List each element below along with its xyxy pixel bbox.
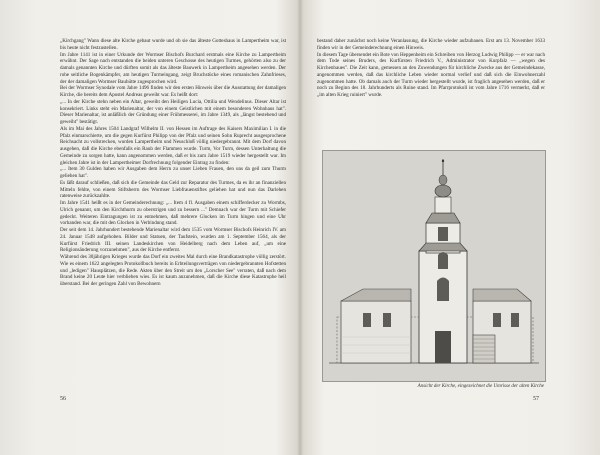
paragraph: Während des 30jährigen Krieges wurde das Dorf ein zweites Mal durch eine Brandkatastrophe völlig zerstört. Wie es einem 1622 angelegten Protokollbuch bereits in Erbteilungsverträgen von niedergebrannten Hofstetten und „ledigen" Hausplätzen, die Rede. Akten über den Streit um den „Lorscher See" verraten, daß nach dem Brand keine 20 Leute hier verblieben wies. Es ist kaum anzunehmen, daß die Kirche diese Katastrophe heil überstand. Bei der geringen Zahl von Bewohnern bbox=[60, 254, 286, 287]
paragraph: „Kirchgang" Wann diese alte Kirche gebaut wurde und ob sie das älteste Gotteshaus in Lampertheim war, ist bis heute nicht festzustellen. bbox=[60, 38, 286, 51]
paragraph: Der seit dem 14. Jahrhundert bestehende Marienaltar wird dem 1535 vom Wormser Bischofs Heinrich IV. am 24. Januar 1548 aufgehoben. Bilder und Statuen, der Taufstein, wurden am 1. September 1564, als der Kurfürst Friedrich III. seinen Landeskirchen von Heidelberg nach dem Leben auf, „um eine Religionsänderung vorzunehmen", aus der Kirche entfernt. bbox=[60, 227, 286, 254]
paragraph-quote: „... Item 30 Gulden haben wir Ausgaben dem Herrn zu unser Lieben Frauen, den uns da geil zum Thurm geliehen hat". bbox=[60, 166, 286, 179]
page-number-right: 57 bbox=[533, 396, 539, 402]
figure-caption: Ansicht der Kirche, eingezeichnet die Umrisse der alten Kirche bbox=[417, 384, 544, 389]
church-elevation-drawing bbox=[322, 150, 546, 382]
paragraph: Im Jahre 1141 ist in einer Urkunde der Wormser Bischofs Burchard erstmals eine Kirche zu Lampertheim erwähnt. Der Sage nach entstanden die beiden unteren Geschosse des heutigen Turmes, gehörten also zu der damals genannten Kirche und dürften somit als das älteste Bauwerk in Lampertheim angesehen werden. Der rohe seitliche Bogenkämpfer, am heutigen Turmeingang, zeigt Bruchstücke eines romanischen Zahnfrieses, der der damaligen Wormser Bauhütte zugesprochen wird. bbox=[60, 51, 286, 85]
paragraph: Es läßt darauf schließen, daß sich die Gemeinde das Geld zur Reparatur des Turmes, da es ihr an finanziellen Mitteln fehlte, von einem Stiftsherrn des Wormser Liebfrauenstiftes geliehen hat und nun das Darlehen ratenweise zurückzahlte. bbox=[60, 179, 286, 200]
paragraph: „... In der Kirche stehn neben ein Altar, geweiht den Heiligen Lucia, Ottilia und Wendelinus. Dieser Altar ist konsekriert. Links steht ein Marienaltar, der von einem Geistlichen mit einem besonderen Wohnhaus hat". Dieser Marienaltar, ist anläßlich der Gründung einer Frühmesserei, im Jahre 1349, als „längst bestehend und geweiht" bestätigt. bbox=[60, 98, 286, 125]
paragraph: Als im Mai des Jahres 1504 Landgraf Wilhelm II. von Hessen im Auftrage des Kaisers Maximilian I. in die Pfalz einmarschierte, um die gegen Kurfürst Philipp von der Pfalz und seinen Sohn Ruprecht ausgesprochene Reichsacht zu vollstrecken, wurden Lampertheim und Neuschloß völlig niedergebrannt. Mit dem Dorf davon ausgehen, daß die Kirche ebenfalls ein Raub der Flammen wurde. Turm, Vor Turm, dessen Unterhaltung die Gemeinde zu sorgen hatte, kann angenommen werden, daß er bis zum Jahre 1519 wieder hergestellt war. Im gleichen Jahre ist in der Lampertheimer Dorfrechnung folgender Eintrag zu finden: bbox=[60, 125, 286, 166]
paragraph: In diesem Tage übersendet ein Bote von Heppenheim ein Schreiben von Herzog Ludwig Philipp — er war nach dem Tode seines Bruders, des Kurfürsten Friedrich V., Administrator von Kurpfalz — „wegen des Kirchenbaues". Die Zeit kann, gemessen an den Zuwendungen für kirchliche Zwecke aus der Gemeindekasse, angenommen werden, daß das kirchliche Leben wieder normal verlief und daß sich die Einwohnerzahl zugenommen hatte. Ob damals auch der Turm wieder hergestellt wurde, ist fraglich angesehen werden, daß er noch zu Beginn des 18. Jahrhunderts als Ruine stand. Im Pfarrprotokoll ist vom Jahre 1716 vermerkt, daß er „im alten Krieg ruiniert" wurde. bbox=[317, 51, 545, 98]
paragraph: Im Jahre 1541 heißt es in der Gemeinderechnung: „... Item 4 fl. Ausgaben einem schifferdecker zu Wormbs, Ulrich genannt, um den Kirchthurm zu oberstrigen und zu bessern ..." Demnach war der Turm mit Schiefer gedeckt. Weiteren Eintragungen ist zu entnehmen, daß mehrere Glocken im Turm hingen und eine Uhr vorhanden war, die mit den Glocken in Verbindung stand. bbox=[60, 200, 286, 227]
paragraph: bestand daher zunächst noch keine Veranlassung, die Kirche wieder aufzubauen. Erst am 13. November 1633 finden wir in der Gemeinderechnung einen Hinweis. bbox=[317, 38, 545, 51]
left-page-text bbox=[60, 38, 286, 438]
page-number-left: 56 bbox=[60, 396, 66, 402]
paragraph: Bei der Wormser Synodale vom Jahre 1496 finden wir den ersten Hinweis über die Ausstattung der damaligen Kirche, die bereits dem Apostel Andreas geweiht war. Es heißt dort: bbox=[60, 85, 286, 98]
